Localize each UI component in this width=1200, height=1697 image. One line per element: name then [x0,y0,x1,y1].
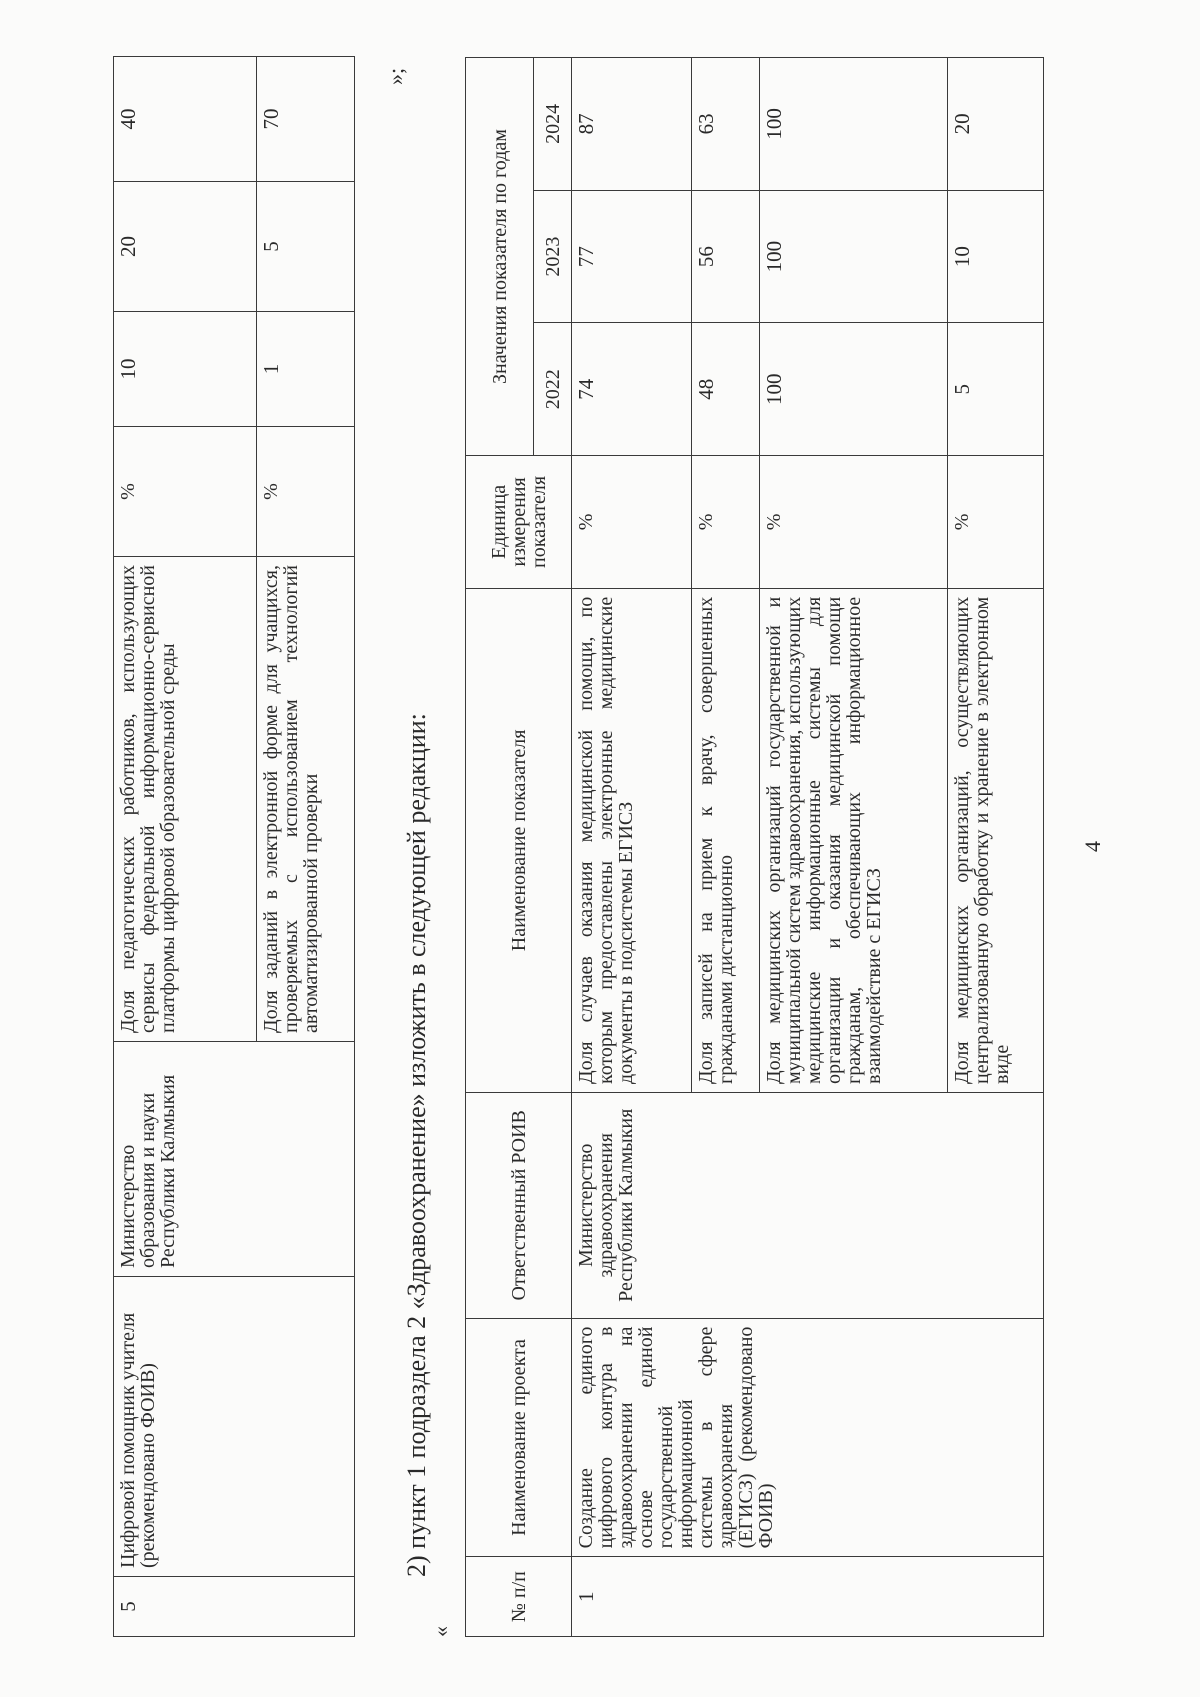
row-number: 1 [572,1557,1044,1637]
education-indicators-table [113,56,355,1637]
closing-quote: »; [383,67,408,85]
opening-quote: « [428,1626,453,1637]
value-2022: 10 [114,312,257,427]
value-2023: 10 [948,190,1044,323]
value-2022: 1 [257,312,355,427]
indicator-name: Доля заданий в электронной форме для учащихся, проверяемых с использованием технологий автоматизированной проверки [257,557,355,1042]
header-project: Наименование проекта [466,1318,572,1557]
header-year-2024: 2024 [534,58,572,191]
page-number: 4 [1080,841,1105,852]
project-name: Цифровой помощник учителя (рекомендовано ФОИВ) [114,1277,355,1577]
project-name: Создание единого цифрового контура в здравоохранении на основе единой государственной информационной системы в сфере здравоохранения (ЕГИСЗ) (рекомендовано ФОИВ) [572,1318,1044,1557]
section-heading: 2) пункт 1 подраздела 2 «Здравоохранение» изложить в следующей редакции: [402,713,431,1577]
indicator-name: Доля педагогических работников, использующих сервисы федеральной информационно-сервисной платформы цифровой образовательной среды [114,557,257,1042]
value-2024: 87 [572,58,692,191]
header-year-2023: 2023 [534,190,572,323]
header-unit: Единица измерения показателя [466,456,572,589]
indicator-name: Доля медицинских организаций государственной и муниципальной систем здравоохранения, использующих медицинские информационные системы для организации и оказания медицинской помощи гражданам, обеспечивающих информационное взаимодействие с ЕГИСЗ [760,588,948,1092]
header-indicator: Наименование показателя [466,588,572,1092]
header-values: Значения показателя по годам [466,58,534,456]
value-2023: 77 [572,190,692,323]
value-2024: 20 [948,58,1044,191]
row-number: 5 [114,1577,355,1637]
indicator-unit: % [692,456,760,589]
value-2024: 70 [257,57,355,182]
responsible-roiv: Министерство образования и науки Республики Калмыкия [114,1042,355,1277]
value-2023: 56 [692,190,760,323]
table-row [572,58,692,1637]
value-2022: 5 [948,323,1044,456]
table-row [114,57,257,1637]
value-2022: 100 [760,323,948,456]
indicator-unit: % [114,427,257,557]
responsible-roiv: Министерство здравоохранения Республики Калмыкия [572,1093,1044,1319]
header-row [466,58,534,1637]
indicator-unit: % [257,427,355,557]
header-roiv: Ответственный РОИВ [466,1093,572,1319]
indicator-name: Доля медицинских организаций, осуществляющих централизованную обработку и хранение в электронном виде [948,588,1044,1092]
header-num: № п/п [466,1557,572,1637]
value-2024: 63 [692,58,760,191]
value-2024: 40 [114,57,257,182]
value-2022: 48 [692,323,760,456]
indicator-unit: % [948,456,1044,589]
value-2023: 5 [257,182,355,312]
value-2022: 74 [572,323,692,456]
value-2024: 100 [760,58,948,191]
value-2023: 100 [760,190,948,323]
value-2023: 20 [114,182,257,312]
healthcare-indicators-table [465,57,1044,1637]
indicator-name: Доля записей на прием к врачу, совершенных гражданами дистанционно [692,588,760,1092]
indicator-name: Доля случаев оказания медицинской помощи, по которым предоставлены электронные медицинские документы в подсистемы ЕГИСЗ [572,588,692,1092]
header-year-2022: 2022 [534,323,572,456]
indicator-unit: % [760,456,948,589]
indicator-unit: % [572,456,692,589]
